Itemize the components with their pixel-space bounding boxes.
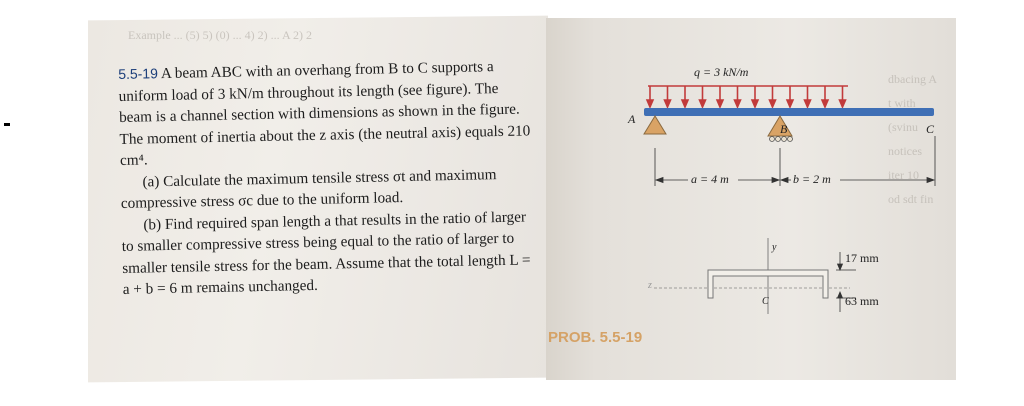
beam-figure	[88, 18, 956, 380]
bleed-through-line: (svinu	[888, 120, 918, 134]
load-arrow-head	[787, 100, 793, 107]
bleed-through-line: iter 10	[888, 168, 919, 182]
channel-section	[654, 238, 850, 314]
load-arrow-head	[682, 100, 688, 107]
load-arrow-head	[805, 100, 811, 107]
support-b-rollers	[770, 137, 793, 142]
problem-part-b: (b) Find required span length a that results in the ratio of larger to smaller compressive stress being equal to the ratio of larger to smaller tensile stress for the beam. Assume that the total length L = a + b = 6 m remains unchanged.	[121, 207, 531, 298]
point-b-label: B	[780, 122, 788, 136]
textbook-photo	[88, 18, 956, 380]
load-arrow-head	[840, 100, 846, 107]
distributed-load-arrows	[647, 86, 848, 107]
point-c-label: C	[926, 122, 935, 136]
dim-a-label: a = 4 m	[691, 172, 729, 186]
bleed-through-line: notices	[888, 144, 922, 158]
bleed-through-line: t with	[888, 96, 916, 110]
problem-intro-text: A beam ABC with an overhang from B to C supports a uniform load of 3 kN/m throughout its length (see figure). The beam is a channel section with dimensions as shown in the figure. The moment of inertia about the z axis (the neutral axis) equals 210 cm⁴.	[118, 58, 531, 169]
margin-mark	[4, 123, 10, 126]
bleed-through-line: od sdt fin	[888, 192, 934, 206]
load-arrow-head	[665, 100, 671, 107]
load-label: q = 3 kN/m	[694, 65, 749, 79]
problem-part-a: (a) Calculate the maximum tensile stress σt and maximum compressive stress σc due to the uniform load.	[120, 165, 497, 212]
load-arrow-head	[717, 100, 723, 107]
dim-17-text: 17 mm	[845, 251, 879, 265]
bleed-through-line: dbacing A	[888, 72, 937, 86]
support-a	[644, 116, 666, 134]
dim-b-label: b = 2 m	[793, 172, 831, 186]
problem-number: 5.5-19	[118, 65, 159, 82]
load-arrow-head	[822, 100, 828, 107]
point-a-label: A	[628, 112, 636, 126]
load-arrow-head	[752, 100, 758, 107]
y-axis-label: y	[772, 242, 777, 253]
centroid-label: C	[762, 296, 769, 307]
dim-63-label	[845, 294, 879, 309]
dim-63-text: 63 mm	[845, 294, 879, 308]
figure-caption: PROB. 5.5-19	[548, 329, 643, 346]
bleed-through-text: Example ... (5) 5) (0) ... 4) 2) ... A 2) 2	[128, 28, 312, 42]
load-arrow-head	[700, 100, 706, 107]
z-axis-label: z	[648, 280, 652, 291]
load-arrow-head	[770, 100, 776, 107]
load-arrow-head	[647, 100, 653, 107]
load-arrow-head	[735, 100, 741, 107]
dim-17-label	[845, 251, 879, 266]
